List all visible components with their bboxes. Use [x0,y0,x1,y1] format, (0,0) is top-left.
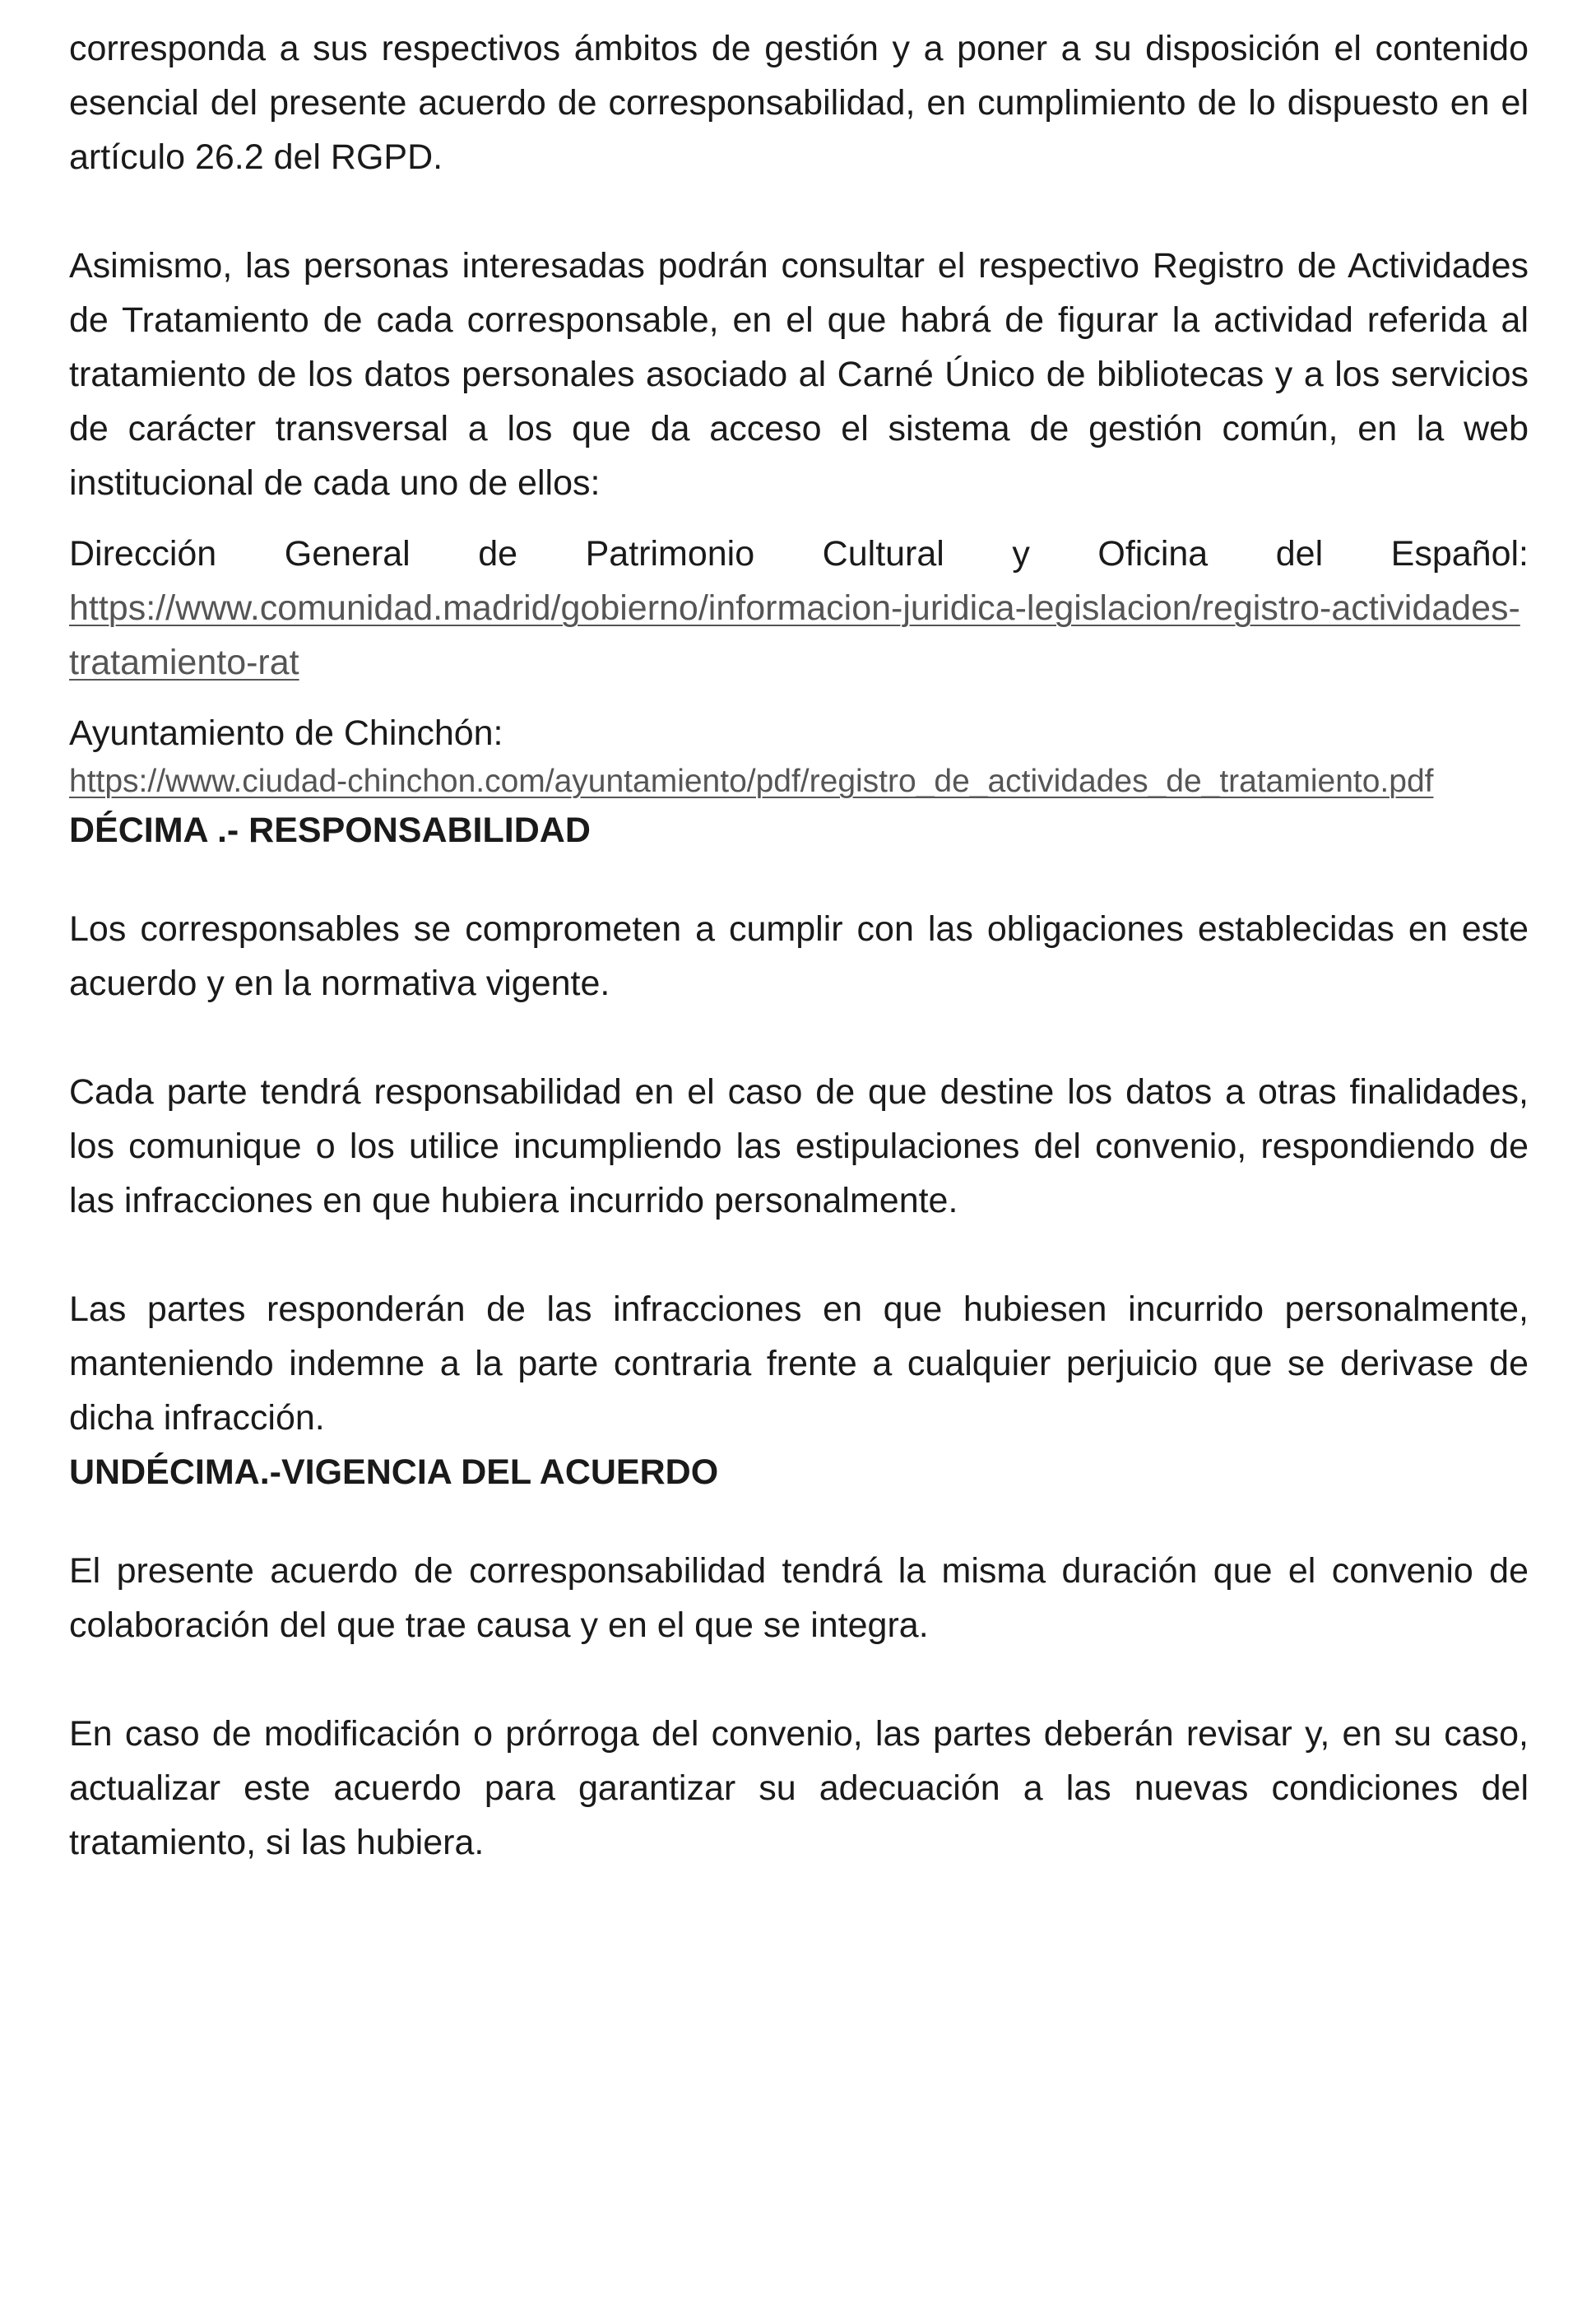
paragraph-registry-intro: Asimismo, las personas interesadas podrán consultar el respectivo Registro de Actividades de Tratamiento de cada corresponsable, en el que habrá de figurar la actividad referida al tratamiento de los datos personales asociado al Carné Único de bibliotecas y a los servicios de carácter transversal a los que da acceso el sistema de gestión común, en la web institucional de cada uno de ellos: [69,246,1529,503]
section-undecima-paragraph-1: El presente acuerdo de corresponsabilidad tendrá la misma duración que el convenio de colaboración del que trae causa y en el que se integra. [69,1551,1529,1645]
section-decima-paragraph-2: Cada parte tendrá responsabilidad en el caso de que destine los datos a otras finalidades, los comunique o los utilice incumpliendo las estipulaciones del convenio, respondiendo de las infracciones en que hubiera incurrido personalmente. [69,1072,1529,1220]
registry-chinchon-link[interactable]: https://www.ciudad-chinchon.com/ayuntamiento/pdf/registro_de_actividades_de_tratamiento.pdf [69,764,1434,799]
registry-madrid [69,527,1529,690]
section-undecima-title: UNDÉCIMA.-VIGENCIA DEL ACUERDO [69,1452,719,1492]
registry-chinchon [69,706,1529,803]
section-decima-paragraph-3: Las partes responderán de las infracciones en que hubiesen incurrido personalmente, manteniendo indemne a la parte contraria frente a cualquier perjuicio que se derivase de dicha infracción. [69,1289,1529,1438]
paragraph-dissemination: corresponda a sus respectivos ámbitos de gestión y a poner a su disposición el contenido esencial del presente acuerdo de corresponsabilidad, en cumplimiento de lo dispuesto en el artículo 26.2 del RGPD. [69,29,1529,177]
section-decima-title: DÉCIMA .- RESPONSABILIDAD [69,811,591,850]
registry-madrid-link[interactable]: https://www.comunidad.madrid/gobierno/informacion-juridica-legislacion/registro-actividades-tratamiento-rat [69,588,1520,682]
document-page [69,21,1529,1870]
registry-madrid-label: Dirección General de Patrimonio Cultural y Oficina del Español: [69,534,1529,574]
section-decima-paragraph-1: Los corresponsables se comprometen a cumplir con las obligaciones establecidas en este acuerdo y en la normativa vigente. [69,909,1529,1003]
section-undecima-paragraph-2: En caso de modificación o prórroga del convenio, las partes deberán revisar y, en su caso, actualizar este acuerdo para garantizar su adecuación a las nuevas condiciones del tratamiento, si las hubiera. [69,1714,1529,1862]
registry-chinchon-label: Ayuntamiento de Chinchón: [69,713,503,753]
